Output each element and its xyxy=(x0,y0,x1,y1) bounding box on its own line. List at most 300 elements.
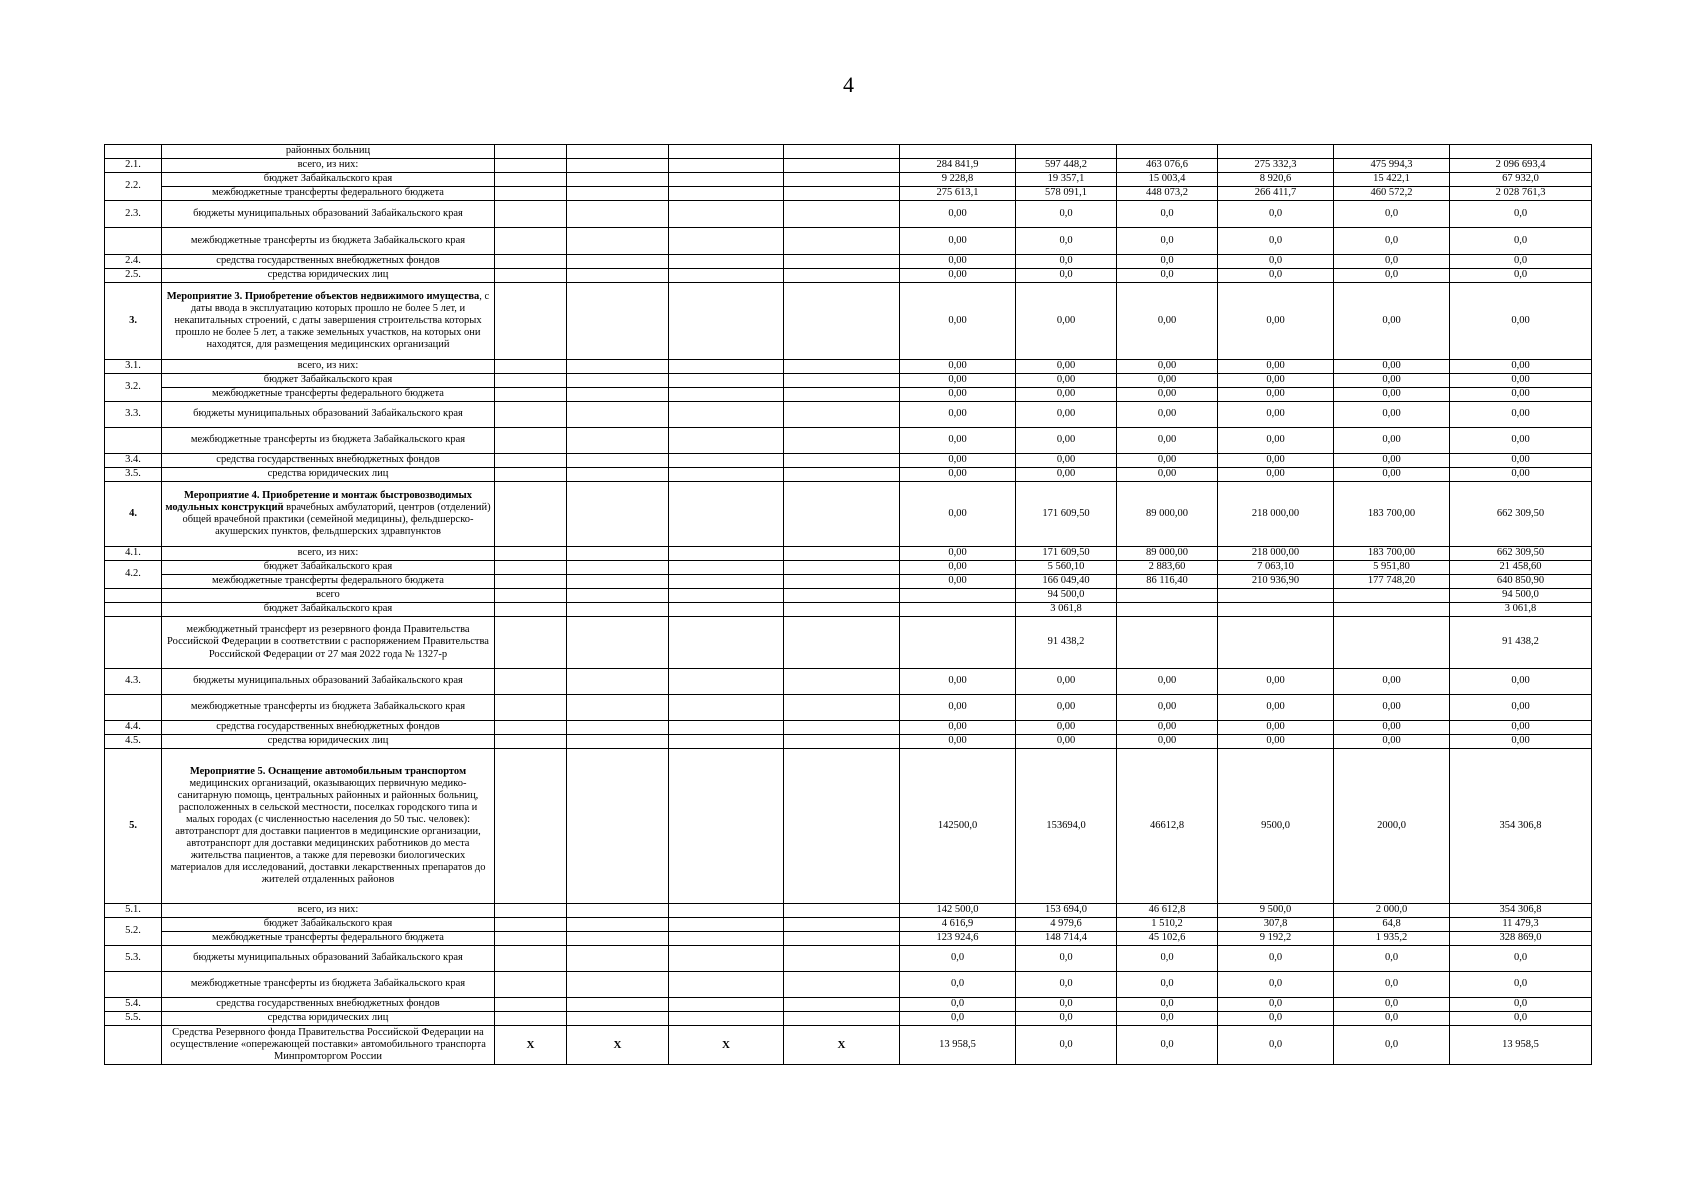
value-cell: 0,00 xyxy=(1218,428,1334,454)
value-cell: 0,0 xyxy=(1218,1026,1334,1065)
attribute-cell xyxy=(784,998,900,1012)
value-cell: 0,0 xyxy=(1016,228,1117,255)
value-cell: 0,0 xyxy=(1218,946,1334,972)
value-cell: 0,00 xyxy=(1117,721,1218,735)
value-cell: 0,00 xyxy=(1016,360,1117,374)
value-cell: 0,00 xyxy=(1218,454,1334,468)
value-cell xyxy=(1117,589,1218,603)
attribute-cell xyxy=(567,946,669,972)
value-cell: 0,0 xyxy=(1016,946,1117,972)
value-cell: 0,00 xyxy=(1334,721,1450,735)
attribute-cell xyxy=(495,1012,567,1026)
value-cell: 91 438,2 xyxy=(1016,617,1117,669)
attribute-cell xyxy=(669,932,784,946)
attribute-cell xyxy=(669,669,784,695)
value-cell: 0,00 xyxy=(1117,695,1218,721)
attribute-cell xyxy=(669,388,784,402)
table-row xyxy=(105,187,1592,201)
attribute-cell xyxy=(669,402,784,428)
value-cell: 45 102,6 xyxy=(1117,932,1218,946)
value-cell: 662 309,50 xyxy=(1450,547,1592,561)
row-description: межбюджетные трансферты из бюджета Забайкальского края xyxy=(162,228,495,255)
value-cell: 0,00 xyxy=(900,482,1016,547)
value-cell: 0,00 xyxy=(900,547,1016,561)
value-cell: 0,0 xyxy=(1117,946,1218,972)
value-cell: 13 958,5 xyxy=(1450,1026,1592,1065)
row-description: бюджет Забайкальского края xyxy=(162,603,495,617)
attribute-cell xyxy=(567,589,669,603)
value-cell: 67 932,0 xyxy=(1450,173,1592,187)
attribute-cell xyxy=(784,255,900,269)
attribute-cell xyxy=(669,173,784,187)
attribute-cell xyxy=(669,269,784,283)
value-cell: 9 500,0 xyxy=(1218,904,1334,918)
row-number xyxy=(105,228,162,255)
row-number: 4.3. xyxy=(105,669,162,695)
value-cell: 0,00 xyxy=(1117,402,1218,428)
value-cell: 0,00 xyxy=(900,269,1016,283)
attribute-cell xyxy=(669,468,784,482)
row-description xyxy=(162,749,495,904)
attribute-cell xyxy=(784,173,900,187)
value-cell: 0,0 xyxy=(1016,972,1117,998)
attribute-cell xyxy=(567,721,669,735)
row-number xyxy=(105,428,162,454)
attribute-cell xyxy=(495,575,567,589)
value-cell: 0,00 xyxy=(900,468,1016,482)
value-cell: 0,00 xyxy=(1218,388,1334,402)
table-row xyxy=(105,972,1592,998)
value-cell: 0,00 xyxy=(1117,360,1218,374)
value-cell: 0,0 xyxy=(900,946,1016,972)
attribute-cell xyxy=(567,428,669,454)
table-row xyxy=(105,617,1592,669)
attribute-cell xyxy=(784,1012,900,1026)
value-cell: 0,0 xyxy=(1117,1012,1218,1026)
row-number: 2.3. xyxy=(105,201,162,228)
value-cell: 0,00 xyxy=(1334,402,1450,428)
value-cell: 8 920,6 xyxy=(1218,173,1334,187)
value-cell: 0,00 xyxy=(1016,669,1117,695)
value-cell: 0,0 xyxy=(1016,269,1117,283)
row-description: средства государственных внебюджетных фондов xyxy=(162,454,495,468)
value-cell: 0,0 xyxy=(1450,998,1592,1012)
value-cell: 171 609,50 xyxy=(1016,547,1117,561)
row-description: межбюджетные трансферты из бюджета Забайкальского края xyxy=(162,695,495,721)
table-row xyxy=(105,1026,1592,1065)
attribute-cell xyxy=(784,187,900,201)
attribute-cell xyxy=(567,735,669,749)
value-cell xyxy=(1117,145,1218,159)
attribute-cell xyxy=(567,255,669,269)
value-cell: 463 076,6 xyxy=(1117,159,1218,173)
value-cell: 9 192,2 xyxy=(1218,932,1334,946)
attribute-cell xyxy=(495,669,567,695)
attribute-cell xyxy=(495,269,567,283)
attribute-cell xyxy=(669,454,784,468)
row-description: средства юридических лиц xyxy=(162,269,495,283)
value-cell: 0,00 xyxy=(1218,360,1334,374)
value-cell: 0,0 xyxy=(1450,1012,1592,1026)
row-description xyxy=(162,283,495,360)
attribute-cell xyxy=(669,255,784,269)
value-cell: 0,00 xyxy=(1117,428,1218,454)
table-row xyxy=(105,918,1592,932)
attribute-cell xyxy=(784,695,900,721)
row-description: средства государственных внебюджетных фондов xyxy=(162,721,495,735)
value-cell: 0,00 xyxy=(1450,402,1592,428)
value-cell: 0,00 xyxy=(1117,735,1218,749)
value-cell: 89 000,00 xyxy=(1117,482,1218,547)
table-row xyxy=(105,228,1592,255)
value-cell: 0,00 xyxy=(1117,374,1218,388)
attribute-cell xyxy=(669,603,784,617)
attribute-cell xyxy=(669,617,784,669)
attribute-cell xyxy=(495,998,567,1012)
attribute-cell xyxy=(495,283,567,360)
value-cell: 0,00 xyxy=(1117,468,1218,482)
value-cell: 0,00 xyxy=(900,201,1016,228)
row-description: Средства Резервного фонда Правительства Российской Федерации на осуществление «опережающей поставки» автомобильного транспорта Минпромторгом России xyxy=(162,1026,495,1065)
attribute-cell xyxy=(784,269,900,283)
attribute-cell xyxy=(669,228,784,255)
value-cell: 0,0 xyxy=(1117,228,1218,255)
table-row xyxy=(105,374,1592,388)
attribute-cell xyxy=(567,669,669,695)
value-cell: 0,00 xyxy=(1117,388,1218,402)
row-description: средства государственных внебюджетных фондов xyxy=(162,255,495,269)
attribute-cell xyxy=(567,561,669,575)
attribute-cell xyxy=(567,173,669,187)
value-cell: 3 061,8 xyxy=(1016,603,1117,617)
value-cell: 86 116,40 xyxy=(1117,575,1218,589)
row-description: средства государственных внебюджетных фондов xyxy=(162,998,495,1012)
attribute-cell xyxy=(784,972,900,998)
value-cell: 0,0 xyxy=(1334,1026,1450,1065)
value-cell xyxy=(900,603,1016,617)
value-cell: 142 500,0 xyxy=(900,904,1016,918)
measure-description: , с даты ввода в эксплуатацию которых прошло не более 5 лет, и некапитальных строений, с даты завершения строительства которых прошло не более 5 лет, а также земельных участков, на которых они находятся, для размещения медицинских организаций xyxy=(174,290,490,351)
page-number: 4 xyxy=(843,72,854,97)
attribute-cell xyxy=(495,173,567,187)
value-cell: 218 000,00 xyxy=(1218,482,1334,547)
row-description: бюджеты муниципальных образований Забайкальского края xyxy=(162,402,495,428)
value-cell: 0,00 xyxy=(1016,454,1117,468)
value-cell: 94 500,0 xyxy=(1450,589,1592,603)
table-row xyxy=(105,998,1592,1012)
row-number: 4.5. xyxy=(105,735,162,749)
value-cell: 0,00 xyxy=(1334,374,1450,388)
measure-title: Мероприятие 5. Оснащение автомобильным транспортом xyxy=(189,765,467,777)
value-cell: 0,0 xyxy=(1016,1012,1117,1026)
table-row xyxy=(105,388,1592,402)
value-cell: 307,8 xyxy=(1218,918,1334,932)
table-row xyxy=(105,454,1592,468)
row-number: 3.2. xyxy=(105,374,162,402)
attribute-cell xyxy=(784,589,900,603)
value-cell: 0,0 xyxy=(1016,1026,1117,1065)
attribute-cell xyxy=(784,283,900,360)
value-cell: 0,0 xyxy=(900,972,1016,998)
value-cell: 7 063,10 xyxy=(1218,561,1334,575)
value-cell xyxy=(1016,145,1117,159)
value-cell: 0,00 xyxy=(1334,360,1450,374)
table-row xyxy=(105,946,1592,972)
value-cell: 166 049,40 xyxy=(1016,575,1117,589)
value-cell: 0,0 xyxy=(1218,255,1334,269)
attribute-cell xyxy=(567,695,669,721)
measure-title: Мероприятие 4. Приобретение и монтаж быстровозводимых модульных конструкций xyxy=(165,489,472,513)
value-cell: 0,00 xyxy=(1218,695,1334,721)
attribute-cell xyxy=(784,388,900,402)
attribute-cell xyxy=(784,201,900,228)
row-number: 4.2. xyxy=(105,561,162,589)
value-cell: 0,00 xyxy=(900,669,1016,695)
row-number: 3. xyxy=(105,283,162,360)
value-cell: 0,00 xyxy=(1117,669,1218,695)
row-description: межбюджетные трансферты федерального бюджета xyxy=(162,388,495,402)
attribute-cell xyxy=(495,201,567,228)
attribute-cell xyxy=(784,159,900,173)
value-cell: 0,00 xyxy=(900,561,1016,575)
value-cell: 0,0 xyxy=(900,1012,1016,1026)
value-cell: 578 091,1 xyxy=(1016,187,1117,201)
attribute-cell xyxy=(495,932,567,946)
value-cell: 0,0 xyxy=(1117,255,1218,269)
attribute-cell xyxy=(567,749,669,904)
attribute-cell xyxy=(784,482,900,547)
attribute-cell xyxy=(567,1012,669,1026)
attribute-cell xyxy=(669,547,784,561)
attribute-cell xyxy=(784,561,900,575)
value-cell: 0,00 xyxy=(1218,669,1334,695)
table-row xyxy=(105,360,1592,374)
value-cell: 0,00 xyxy=(1016,428,1117,454)
attribute-cell xyxy=(567,617,669,669)
value-cell: 0,00 xyxy=(1218,735,1334,749)
table-row xyxy=(105,589,1592,603)
table-row xyxy=(105,402,1592,428)
row-number: 2.1. xyxy=(105,159,162,173)
attribute-cell xyxy=(495,187,567,201)
value-cell: 64,8 xyxy=(1334,918,1450,932)
value-cell: 275 332,3 xyxy=(1218,159,1334,173)
value-cell: 91 438,2 xyxy=(1450,617,1592,669)
value-cell: 0,00 xyxy=(1334,735,1450,749)
value-cell: 11 479,3 xyxy=(1450,918,1592,932)
value-cell: 153694,0 xyxy=(1016,749,1117,904)
attribute-cell xyxy=(495,360,567,374)
table-row xyxy=(105,749,1592,904)
table-row xyxy=(105,561,1592,575)
table-row xyxy=(105,735,1592,749)
attribute-cell xyxy=(495,547,567,561)
attribute-cell xyxy=(495,255,567,269)
row-description: межбюджетный трансферт из резервного фонда Правительства Российской Федерации в соответствии с распоряжением Правительства Российской Федерации от 27 мая 2022 года № 1327-р xyxy=(162,617,495,669)
attribute-cell xyxy=(495,374,567,388)
attribute-cell xyxy=(669,201,784,228)
value-cell: 0,00 xyxy=(900,721,1016,735)
attribute-cell xyxy=(669,374,784,388)
attribute-cell xyxy=(784,946,900,972)
attribute-cell xyxy=(567,468,669,482)
value-cell xyxy=(1450,145,1592,159)
value-cell: 9 228,8 xyxy=(900,173,1016,187)
table-row xyxy=(105,669,1592,695)
table-row xyxy=(105,255,1592,269)
value-cell: 183 700,00 xyxy=(1334,547,1450,561)
value-cell: 0,0 xyxy=(1334,269,1450,283)
value-cell: 0,0 xyxy=(1218,972,1334,998)
attribute-cell xyxy=(567,187,669,201)
value-cell: 148 714,4 xyxy=(1016,932,1117,946)
attribute-cell xyxy=(669,428,784,454)
row-number: 4.1. xyxy=(105,547,162,561)
attribute-cell xyxy=(495,749,567,904)
row-description: бюджеты муниципальных образований Забайкальского края xyxy=(162,946,495,972)
value-cell xyxy=(1334,589,1450,603)
value-cell: 0,00 xyxy=(900,575,1016,589)
value-cell: 19 357,1 xyxy=(1016,173,1117,187)
row-number xyxy=(105,145,162,159)
attribute-cell xyxy=(495,468,567,482)
attribute-cell xyxy=(784,402,900,428)
value-cell: 0,00 xyxy=(900,428,1016,454)
attribute-cell xyxy=(495,695,567,721)
value-cell: 4 616,9 xyxy=(900,918,1016,932)
value-cell xyxy=(1334,603,1450,617)
attribute-cell xyxy=(784,468,900,482)
value-cell: 2000,0 xyxy=(1334,749,1450,904)
attribute-cell xyxy=(495,228,567,255)
value-cell: 0,0 xyxy=(1334,998,1450,1012)
attribute-cell xyxy=(495,603,567,617)
table-row xyxy=(105,482,1592,547)
value-cell: 0,0 xyxy=(1117,201,1218,228)
value-cell: 0,00 xyxy=(900,283,1016,360)
attribute-cell xyxy=(669,159,784,173)
attribute-cell xyxy=(567,972,669,998)
value-cell xyxy=(1218,145,1334,159)
attribute-cell xyxy=(669,749,784,904)
value-cell: 89 000,00 xyxy=(1117,547,1218,561)
table-row xyxy=(105,468,1592,482)
attribute-cell xyxy=(784,575,900,589)
row-description: районных больниц xyxy=(162,145,495,159)
value-cell: 0,00 xyxy=(1117,283,1218,360)
row-number: 3.1. xyxy=(105,360,162,374)
value-cell: 448 073,2 xyxy=(1117,187,1218,201)
value-cell: 0,00 xyxy=(1450,454,1592,468)
row-description: всего, из них: xyxy=(162,159,495,173)
value-cell: 0,00 xyxy=(1334,283,1450,360)
value-cell: 0,00 xyxy=(900,228,1016,255)
table-row xyxy=(105,159,1592,173)
value-cell: 0,0 xyxy=(1450,972,1592,998)
value-cell: 0,0 xyxy=(1450,201,1592,228)
value-cell: 0,00 xyxy=(1334,695,1450,721)
value-cell: 0,00 xyxy=(1334,428,1450,454)
attribute-cell xyxy=(669,946,784,972)
attribute-cell xyxy=(669,1012,784,1026)
value-cell: 2 028 761,3 xyxy=(1450,187,1592,201)
value-cell xyxy=(1117,603,1218,617)
attribute-cell xyxy=(669,360,784,374)
attribute-cell xyxy=(669,575,784,589)
attribute-cell xyxy=(567,918,669,932)
attribute-cell xyxy=(567,603,669,617)
value-cell: 0,00 xyxy=(1016,402,1117,428)
value-cell: 275 613,1 xyxy=(900,187,1016,201)
table-row xyxy=(105,145,1592,159)
value-cell: 2 096 693,4 xyxy=(1450,159,1592,173)
value-cell: 0,00 xyxy=(1016,721,1117,735)
attribute-cell xyxy=(495,972,567,998)
value-cell: 0,0 xyxy=(1334,228,1450,255)
row-description: межбюджетные трансферты федерального бюджета xyxy=(162,575,495,589)
value-cell: 0,0 xyxy=(1016,201,1117,228)
attribute-cell xyxy=(567,283,669,360)
value-cell xyxy=(1334,145,1450,159)
value-cell: 0,00 xyxy=(1450,695,1592,721)
attribute-cell xyxy=(784,721,900,735)
value-cell: 21 458,60 xyxy=(1450,561,1592,575)
value-cell: 0,0 xyxy=(1016,255,1117,269)
row-description: межбюджетные трансферты из бюджета Забайкальского края xyxy=(162,428,495,454)
value-cell: 0,0 xyxy=(1334,1012,1450,1026)
attribute-cell xyxy=(495,159,567,173)
attribute-cell xyxy=(669,721,784,735)
attribute-cell xyxy=(567,998,669,1012)
attribute-cell xyxy=(784,617,900,669)
attribute-cell xyxy=(669,561,784,575)
attribute-cell xyxy=(784,904,900,918)
row-number xyxy=(105,603,162,617)
attribute-cell xyxy=(567,932,669,946)
row-description: бюджет Забайкальского края xyxy=(162,561,495,575)
value-cell: 0,00 xyxy=(900,360,1016,374)
value-cell: 0,00 xyxy=(900,454,1016,468)
value-cell: 153 694,0 xyxy=(1016,904,1117,918)
attribute-cell xyxy=(784,428,900,454)
attribute-cell xyxy=(669,904,784,918)
attribute-cell xyxy=(567,402,669,428)
table-row xyxy=(105,428,1592,454)
value-cell: 0,00 xyxy=(1016,388,1117,402)
row-number xyxy=(105,617,162,669)
attribute-cell xyxy=(669,283,784,360)
value-cell: 0,00 xyxy=(1334,454,1450,468)
budget-table xyxy=(104,144,1592,1065)
value-cell: 0,0 xyxy=(1218,998,1334,1012)
value-cell: 0,00 xyxy=(900,388,1016,402)
value-cell: 0,00 xyxy=(1450,735,1592,749)
value-cell: 0,00 xyxy=(1450,428,1592,454)
value-cell: 354 306,8 xyxy=(1450,749,1592,904)
row-number: 4. xyxy=(105,482,162,547)
value-cell xyxy=(1218,589,1334,603)
row-number: 3.3. xyxy=(105,402,162,428)
value-cell: 210 936,90 xyxy=(1218,575,1334,589)
row-number: 5.3. xyxy=(105,946,162,972)
attribute-cell xyxy=(495,388,567,402)
value-cell: 171 609,50 xyxy=(1016,482,1117,547)
attribute-cell xyxy=(567,575,669,589)
row-description: всего, из них: xyxy=(162,360,495,374)
attribute-cell xyxy=(495,561,567,575)
value-cell: 0,00 xyxy=(1450,374,1592,388)
value-cell: 597 448,2 xyxy=(1016,159,1117,173)
